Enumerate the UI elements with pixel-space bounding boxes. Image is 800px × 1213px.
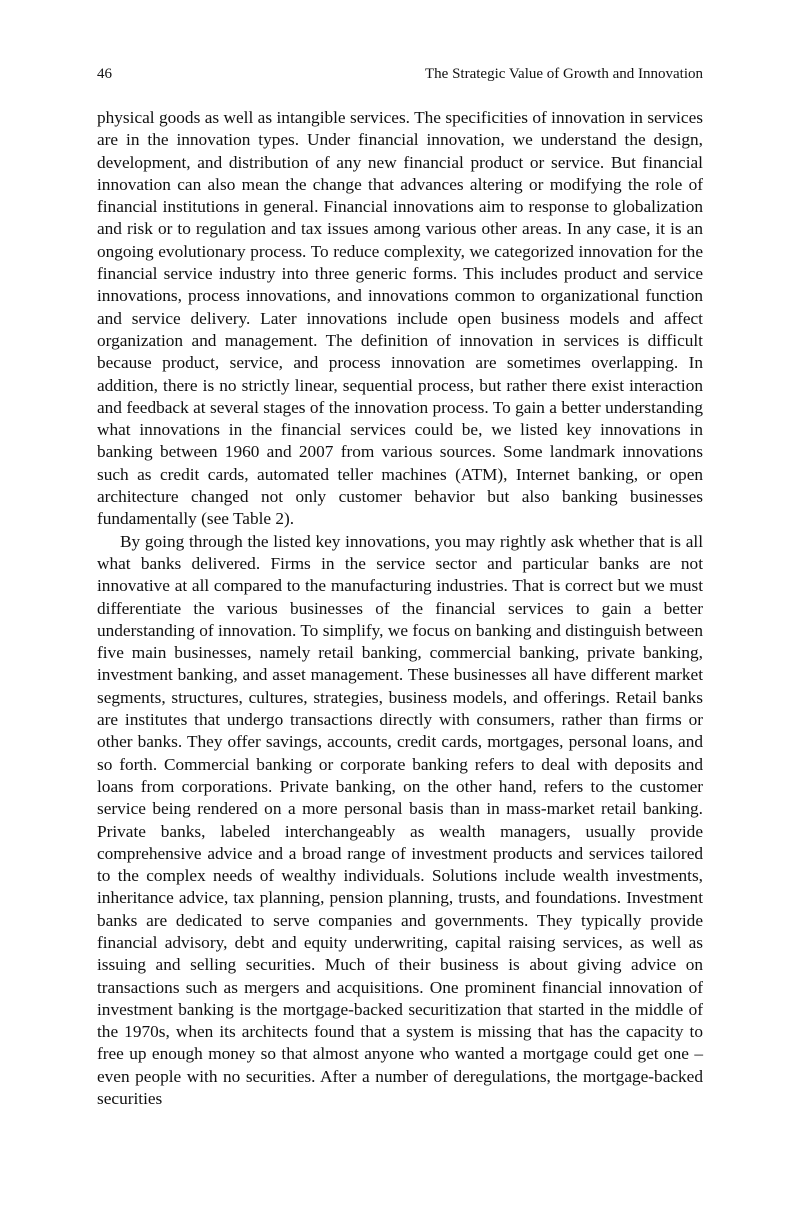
page-number: 46 [97,66,112,82]
paragraph-2: By going through the listed key innovations, you may rightly ask whether that is all what banks delivered. Firms in the service sector and particular banks are not innovative at all compared to the manufacturing industries. That is correct but we must differentiate the various businesses of the financial services to gain a better understanding of innovation. To simplify, we focus on banking and distinguish between five main businesses, namely retail banking, commercial banking, private banking, investment banking, and asset management. These businesses all have different market segments, structures, cultures, strategies, business models, and offerings. Retail banks are institutes that undergo transactions directly with consumers, rather than firms or other banks. They offer savings, accounts, credit cards, mortgages, personal loans, and so forth. Commercial banking or corporate banking refers to deal with deposits and loans from corporations. Private banking, on the other hand, refers to the customer service being rendered on a more personal basis than in mass-market retail banking. Private banks, labeled interchangeably as wealth managers, usually provide comprehensive advice and a broad range of investment products and services tailored to the complex needs of wealthy individuals. Solutions include wealth investments, inheritance advice, tax planning, pension planning, trusts, and foundations. Investment banks are dedicated to serve companies and governments. They typically provide financial advisory, debt and equity underwriting, capital raising services, as well as issuing and selling securities. Much of their business is about giving advice on transactions such as mergers and acquisitions. One prominent financial innovation of investment banking is the mortgage-backed securitization that started in the middle of the 1970s, when its architects found that a system is missing that has the capacity to free up enough money so that almost anyone who wanted a mortgage could get one – even people with no securities. After a number of deregulations, the mortgage-backed securities [97,531,703,1109]
running-head [97,64,703,84]
running-title: The Strategic Value of Growth and Innovation [425,66,703,82]
body-text [97,107,703,1110]
paragraph-1: physical goods as well as intangible services. The specificities of innovation in services are in the innovation types. Under financial innovation, we understand the design, development, and distribution of any new financial product or service. But financial innovation can also mean the change that advances altering or modifying the role of financial institutions in general. Financial innovations aim to response to globalization and risk or to regulation and tax issues among various other areas. In any case, it is an ongoing evolutionary process. To reduce complexity, we categorized innovation for the financial service industry into three generic forms. This includes product and service innovations, process innovations, and innovations common to organizational function and service delivery. Later innovations include open business models and affect organization and management. The definition of innovation in services is difficult because product, service, and process innovation are sometimes overlapping. In addition, there is no strictly linear, sequential process, but rather there exist interaction and feedback at several stages of the innovation process. To gain a better understanding what innovations in the financial services could be, we listed key innovations in banking between 1960 and 2007 from various sources. Some landmark innovations such as credit cards, automated teller machines (ATM), Internet banking, or open architecture changed not only customer behavior but also banking businesses fundamentally (see Table 2). [97,108,703,529]
